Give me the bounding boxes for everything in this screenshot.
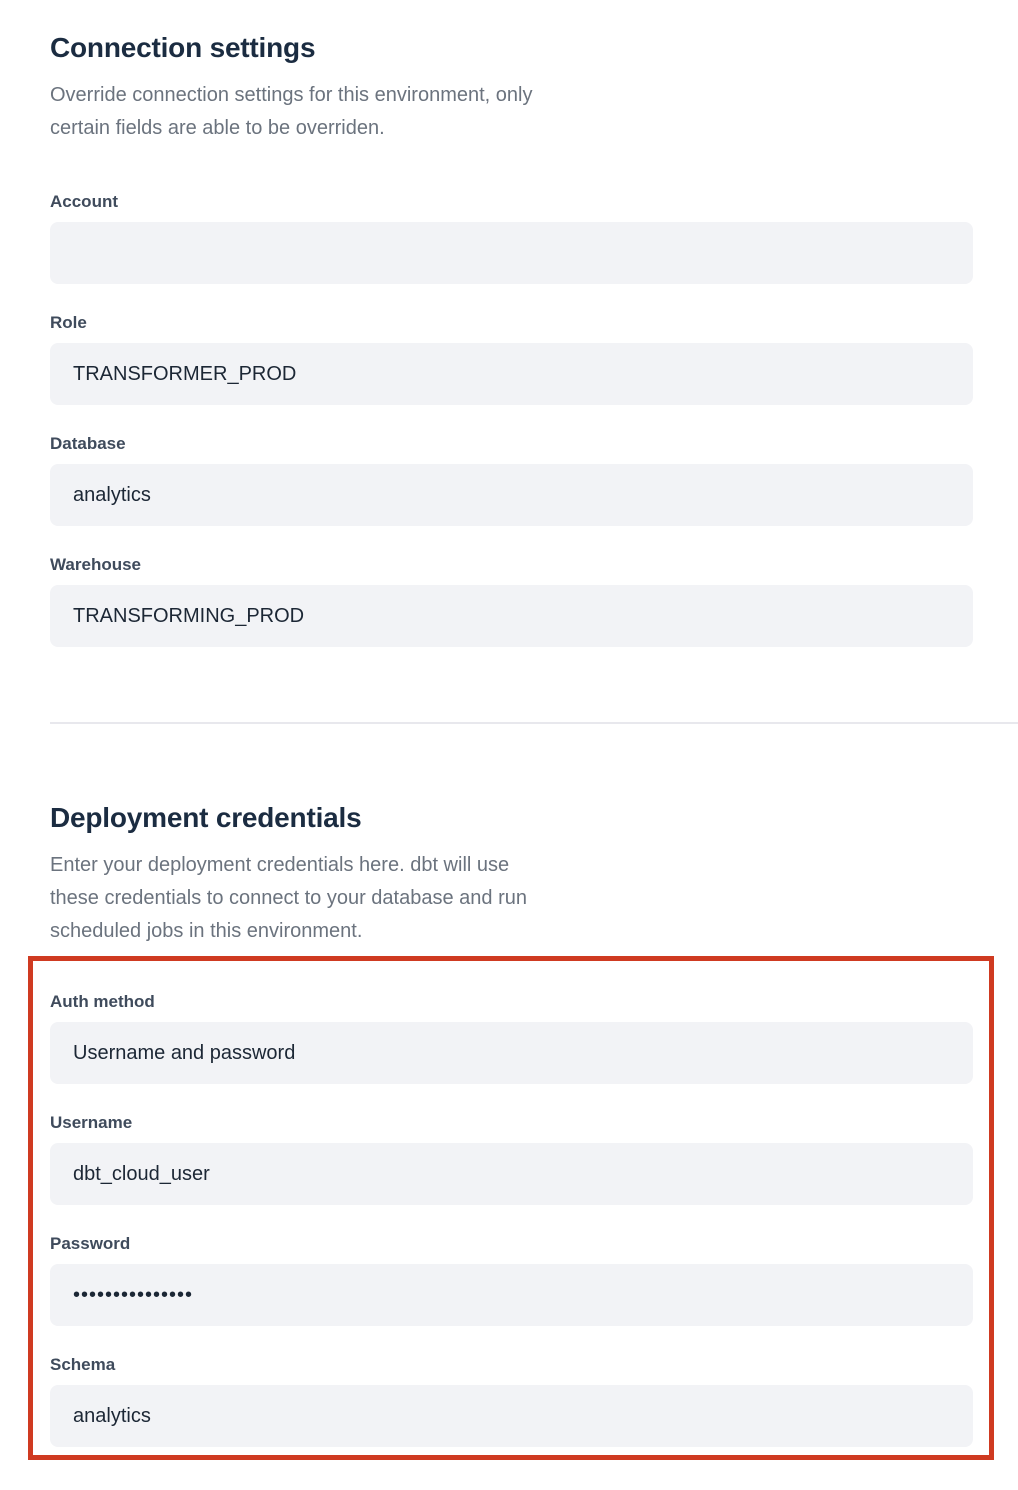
password-label: Password (50, 1234, 131, 1253)
auth-method-input[interactable] (50, 1022, 973, 1084)
deployment-credentials-description: Enter your deployment credentials here. dbt will use these credentials to connect to your database and run scheduled jobs in this environment. (50, 854, 527, 942)
account-input[interactable] (50, 222, 973, 284)
connection-settings-fields (50, 191, 973, 647)
database-field (50, 433, 973, 526)
username-field (50, 1112, 973, 1205)
deployment-credentials-section (50, 800, 973, 1460)
highlight-annotation (28, 956, 994, 1460)
role-label: Role (50, 313, 87, 332)
database-input[interactable] (50, 464, 973, 526)
username-label: Username (50, 1113, 133, 1132)
connection-settings-title: Connection settings (50, 32, 316, 63)
section-divider (50, 722, 1018, 724)
password-field (50, 1233, 973, 1326)
connection-settings-description: Override connection settings for this environment, only certain fields are able to be overriden. (50, 84, 533, 139)
warehouse-label: Warehouse (50, 555, 142, 574)
role-field (50, 312, 973, 405)
password-input[interactable] (50, 1264, 973, 1326)
schema-input[interactable] (50, 1385, 973, 1447)
warehouse-field (50, 554, 973, 647)
database-label: Database (50, 434, 126, 453)
connection-settings-section (50, 30, 973, 647)
warehouse-input[interactable] (50, 585, 973, 647)
schema-field (50, 1354, 973, 1447)
role-input[interactable] (50, 343, 973, 405)
username-input[interactable] (50, 1143, 973, 1205)
auth-method-label: Auth method (50, 992, 155, 1011)
account-field (50, 191, 973, 284)
schema-label: Schema (50, 1355, 116, 1374)
deployment-credentials-title: Deployment credentials (50, 802, 362, 833)
account-label: Account (50, 192, 118, 211)
auth-method-field (50, 991, 973, 1084)
